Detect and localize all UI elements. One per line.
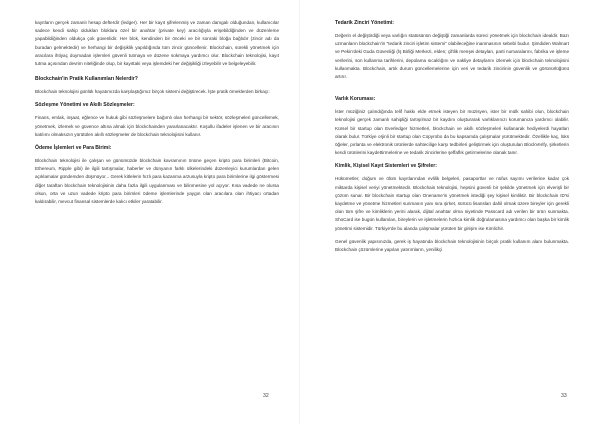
right-text-column xyxy=(335,19,569,254)
section-heading-asset-protection: Varlık Koruması: xyxy=(335,96,376,103)
page-number: 33 xyxy=(561,393,567,399)
supply-chain-paragraph: Değerin el değiştirdiği veya varlığın statüsünün değiştiği zamanlarda süreci yönetmek için blockchain idealdir. Bazı uzmanların blockchain'in "tedarik zinciri işletim sistemi" olabileceğine inanmasının sebebi budur. Şimdiden Walmart ve Pekin'deki Guda Güvenliği (İş Birliği Merkezi, elden; çiftlik menşei detayları, parti numaralarını, fabrika ve işleme verilerini, son kullanma tarihlerini, depolama sıcaklığını ve nakliye detaylarını izlemek için blockchain teknolojisini kullanmakta. Blockchain, artık durum güncellemelerine için veri ve tedarik zincirinin güvenlik ve görünürlüğünü artırır. xyxy=(335,33,569,80)
section-heading-practical-uses: Blockchain'in Pratik Kullanımları Nelerdir? xyxy=(35,76,138,83)
section-heading-smart-contracts: Sözleşme Yönetimi ve Akıllı Sözleşmeler: xyxy=(35,102,135,109)
closing-paragraph: Genel güvenlik yapısınızda, gerek iş hayatında blockchain teknolojisinin birçok pratik kullanım alanı bulunmakta. Blockchain çözümlerine yapılan yatırımların, yenilikçi xyxy=(335,238,569,253)
right-page xyxy=(300,0,600,424)
section-heading-identity: Kimlik, Kişisel Kayıt Sistemleri ve Şifreler: xyxy=(335,163,437,170)
intro-paragraph: kayıtların gerçek zamanlı hesap defterdir (ledger). Her bir kayıt şifrelenmiş ve zaman damgalı olduğundan, kullanıcılar sadece kendi sahip oldukları bloklara özel bir anahtar (private key) aracılığıyla erişebildiğinden ve düzenleme yapabildiğinden oldukça çok güvenlidir. Her blok, kendinden bir önceki ve bir sonraki bloğa bağlıdır (zincir adı da buradan gelmektedir) ve herhangi bir değişiklik yapıldığında tüm zincir güncellenir. Blockchain, sürekli yönetmek için aracılara ihtiyaç duymadan işlemleri güvenli tutmaya ve düzene sokmaya yardımcı olur. Blockchain teknolojisi, kayıt tutma açısından devrim niteliğinde olup, bir kayıttaki veya işlemdeki her değişikliği izleyebilir ve belgeleyebilir. xyxy=(35,20,279,67)
section-heading-supply-chain: Tedarik Zinciri Yönetimi: xyxy=(335,20,394,26)
left-text-column xyxy=(35,19,279,206)
practical-uses-paragraph: Blockchain teknolojisi günlük hayatımızda karşılaştığımız birçok sistemi değiştirecek. İşte pratik örneklerden birkaçı: xyxy=(35,89,270,95)
page-number: 32 xyxy=(263,393,269,399)
section-heading-payments: Ödeme İşlemleri ve Para Birimi: xyxy=(35,145,112,152)
payments-paragraph: Blockchain teknolojisi ile çalışan ve günümüzde blockchain kavramının önüne geçen kripto para birimleri (Bitcoin, Ethereum, Ripple gibi) ile ilgili tartışmalar, haberler ve dünyanın farklı ülkelerindeki düzenleyici kurumlardan gelen açıklamalar gündemden düşmüyor... Gerek kitlelerin hızlı para kazanma arzusuyla kripto para birimlerine ilgi göstermesi diğer taraftan blockchain teknolojisinin daha fazla ilgili uygulanması ve bilinmesine yol açıyor. Kısa vadede ne olursa olsun, orta ve uzun vadede kripto para birimleri ödeme işlemlerinde yaygın olan aracılara olan ihtiyacı ortadan kaldırabilir, mevcut finansal sistemlerde kalıcı etkiler yaratabilir. xyxy=(35,158,279,205)
smart-contracts-paragraph: Finans, emlak, inşaat, eğlence ve hukuk gibi sözleşmelere bağımlı olan herhangi bir sektör, sözleşmeleri güncellemek, yönetmek, izlemek ve güvence altına almak için blockchainden yararlanacaktır. Koşullu ifadeler işlenen ve bir aracının katılımı olmaksızın yürütülen akıllı sözleşmeler de blockchain teknolojisini kullanır. xyxy=(35,115,279,137)
asset-protection-paragraph: İster müziğiniz çalındığında telif hakkı elde etmek isteyen bir müzisyen, ister bir mülk sahibi olun, blockchain teknolojisi gerçek zamanlı sahipliği tartışılmaz bir kaydını oluşturarak varlıklarınızı korumanıza yardımcı olabilir. Kürsel bir startup olan Everledger hizmetleri, blockchain ve akıllı sözleşmeleri kullanarak hediyelerdi hayatları olarak bulur. Türkiye orjinli bir startup olan Copyrobo da bu kapsamda çalışmalar yürütmektedir. Özellikle kaç, lüks öğeler, pırlanta ve elektronik ürünlerde sahtecilige karşı tedbirleri geliştirmek için oluşturulan BlockVerify, şirketlerin kendi ürünlerini kaydettirmelerine ve tedarik zincirlerine şeffaflık getirmelerine olanak tanır. xyxy=(335,109,569,156)
identity-paragraph: Hükümetler, doğum ve ölüm kayıtlarından evlilik belgeleri, pasaportlar ve nüfus sayımı verilerine kadar çok miktarda kişisel veriyi yönetmektedir. Blockchain teknolojisi, hepsini güvenli bir şekilde yönetmek için elverişli bir çözüm sunar. Bir blockchain startup olan Onename'in yönetmek istediği şey kişisel kimliktir. Bir blockchain ID'si kaydetme ve yönetme hizmetleri sunmanın yanı sıra şirket, sürücü lisansları dahil olmak üzere bireyler için gerekli olan tüm şifre ve kimliklerin yerini alarak, dijital anahtar olma niyetinde Passcard adı verilen bir ürün sunmakta. ShoCard ise bugün kullanılan, bireylerin ve işletmelerin hızlıca kimlik doğrulamasına yardımcı olan başka bir kimlik yönetimi sistemidir. Türkiye'de bu alanda çalışmalar yürüten bir girişim ise Kimlichir. xyxy=(335,176,569,231)
